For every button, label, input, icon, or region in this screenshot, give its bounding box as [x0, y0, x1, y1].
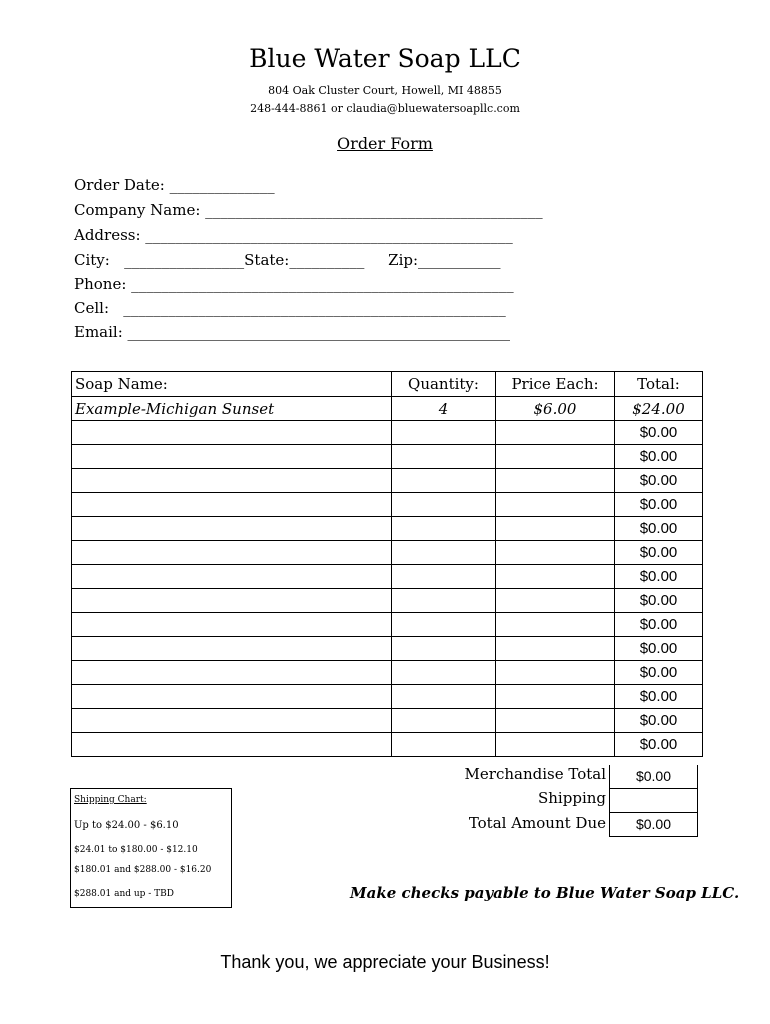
row-total: $0.00	[615, 613, 703, 637]
price-cell[interactable]	[496, 613, 615, 637]
soap-name-cell[interactable]	[72, 541, 392, 565]
price-cell[interactable]	[496, 709, 615, 733]
price-cell[interactable]	[496, 733, 615, 757]
header-soap-name: Soap Name:	[72, 372, 392, 397]
quantity-cell[interactable]	[392, 445, 496, 469]
shipping-chart	[70, 788, 232, 908]
row-total: $0.00	[615, 637, 703, 661]
order-date-field[interactable]: Order Date: ______________	[74, 176, 275, 194]
form-title: Order Form	[337, 134, 433, 153]
example-row	[72, 397, 703, 421]
table-row	[72, 733, 703, 757]
quantity-cell[interactable]	[392, 661, 496, 685]
row-total: $0.00	[615, 469, 703, 493]
merchandise-total-value: $0.00	[609, 765, 698, 789]
soap-name-cell[interactable]	[72, 565, 392, 589]
table-row	[72, 661, 703, 685]
example-name: Example-Michigan Sunset	[72, 397, 392, 421]
company-address: 804 Oak Cluster Court, Howell, MI 48855	[268, 84, 502, 97]
row-total: $0.00	[615, 589, 703, 613]
phone-field[interactable]: Phone: ___________________________________________________	[74, 275, 514, 293]
quantity-cell[interactable]	[392, 589, 496, 613]
example-qty: 4	[392, 397, 496, 421]
shipping-value[interactable]	[609, 789, 698, 813]
row-total: $0.00	[615, 709, 703, 733]
row-total: $0.00	[615, 685, 703, 709]
row-total: $0.00	[615, 493, 703, 517]
header-price-each: Price Each:	[496, 372, 615, 397]
cell-field[interactable]: Cell: ___________________________________________________	[74, 299, 506, 317]
row-total: $0.00	[615, 541, 703, 565]
row-total: $0.00	[615, 565, 703, 589]
soap-name-cell[interactable]	[72, 469, 392, 493]
price-cell[interactable]	[496, 685, 615, 709]
shipping-rate-line: Up to $24.00 - $6.10	[74, 820, 179, 831]
quantity-cell[interactable]	[392, 565, 496, 589]
quantity-cell[interactable]	[392, 709, 496, 733]
shipping-rate-line: $24.01 to $180.00 - $12.10	[74, 845, 198, 855]
example-total: $24.00	[615, 397, 703, 421]
price-cell[interactable]	[496, 637, 615, 661]
table-row	[72, 637, 703, 661]
example-price: $6.00	[496, 397, 615, 421]
price-cell[interactable]	[496, 469, 615, 493]
table-row	[72, 565, 703, 589]
address-field[interactable]: Address: _________________________________________________	[74, 226, 513, 244]
company-name: Blue Water Soap LLC	[249, 44, 521, 73]
total-amount-due-label: Total Amount Due	[468, 814, 606, 832]
row-total: $0.00	[615, 733, 703, 757]
quantity-cell[interactable]	[392, 733, 496, 757]
shipping-rate-line: $288.01 and up - TBD	[74, 889, 175, 899]
city-state-zip-field[interactable]: City: ________________State:__________ Zip:___________	[74, 251, 501, 269]
row-total: $0.00	[615, 661, 703, 685]
soap-name-cell[interactable]	[72, 517, 392, 541]
company-name-field[interactable]: Company Name: _____________________________________________	[74, 201, 543, 219]
price-cell[interactable]	[496, 541, 615, 565]
quantity-cell[interactable]	[392, 685, 496, 709]
company-contact: 248-444-8861 or claudia@bluewatersoapllc.com	[250, 102, 520, 115]
quantity-cell[interactable]	[392, 493, 496, 517]
table-row	[72, 445, 703, 469]
row-total: $0.00	[615, 421, 703, 445]
price-cell[interactable]	[496, 421, 615, 445]
price-cell[interactable]	[496, 589, 615, 613]
merchandise-total-label: Merchandise Total	[464, 765, 606, 783]
email-field[interactable]: Email: ___________________________________________________	[74, 323, 511, 341]
quantity-cell[interactable]	[392, 541, 496, 565]
table-row	[72, 589, 703, 613]
shipping-rate-line: $180.01 and $288.00 - $16.20	[74, 865, 212, 875]
row-total: $0.00	[615, 445, 703, 469]
payable-note: Make checks payable to Blue Water Soap LLC.	[350, 884, 740, 902]
soap-name-cell[interactable]	[72, 637, 392, 661]
order-table	[71, 371, 703, 757]
header-total: Total:	[615, 372, 703, 397]
quantity-cell[interactable]	[392, 421, 496, 445]
table-row	[72, 493, 703, 517]
soap-name-cell[interactable]	[72, 709, 392, 733]
soap-name-cell[interactable]	[72, 589, 392, 613]
price-cell[interactable]	[496, 445, 615, 469]
table-row	[72, 517, 703, 541]
soap-name-cell[interactable]	[72, 733, 392, 757]
thank-you-note: Thank you, we appreciate your Business!	[220, 952, 550, 972]
quantity-cell[interactable]	[392, 613, 496, 637]
soap-name-cell[interactable]	[72, 445, 392, 469]
table-row	[72, 541, 703, 565]
table-row	[72, 613, 703, 637]
quantity-cell[interactable]	[392, 637, 496, 661]
shipping-chart-title: Shipping Chart:	[74, 795, 147, 805]
header-quantity: Quantity:	[392, 372, 496, 397]
soap-name-cell[interactable]	[72, 493, 392, 517]
table-header-row	[72, 372, 703, 397]
total-amount-due-value: $0.00	[609, 813, 698, 837]
price-cell[interactable]	[496, 517, 615, 541]
quantity-cell[interactable]	[392, 469, 496, 493]
soap-name-cell[interactable]	[72, 661, 392, 685]
table-row	[72, 685, 703, 709]
shipping-label: Shipping	[538, 789, 606, 807]
soap-name-cell[interactable]	[72, 421, 392, 445]
price-cell[interactable]	[496, 493, 615, 517]
row-total: $0.00	[615, 517, 703, 541]
soap-name-cell[interactable]	[72, 613, 392, 637]
price-cell[interactable]	[496, 565, 615, 589]
table-row	[72, 709, 703, 733]
price-cell[interactable]	[496, 661, 615, 685]
soap-name-cell[interactable]	[72, 685, 392, 709]
table-row	[72, 469, 703, 493]
table-row	[72, 421, 703, 445]
quantity-cell[interactable]	[392, 517, 496, 541]
